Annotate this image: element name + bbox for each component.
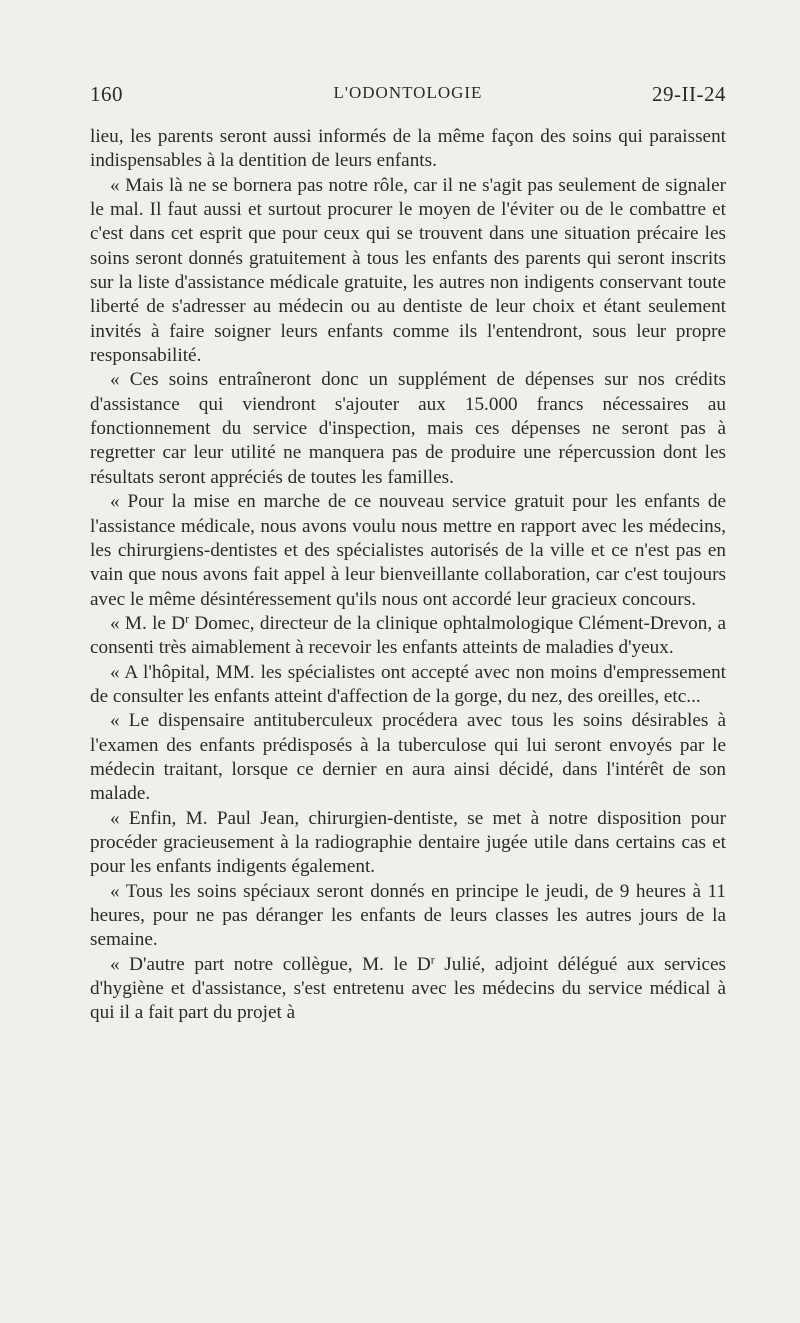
paragraph-1: lieu, les parents seront aussi informés de la même façon des soins qui paraissent indispensables à la dentition de leurs enfants.: [90, 126, 726, 172]
article-body: [90, 125, 726, 1026]
paragraph-8: « Enfin, M. Paul Jean, chirurgien-dentiste, se met à notre disposition pour procéder gracieusement à la radiographie dentaire jugée utile dans certains cas et pour les enfants indigents également.: [90, 807, 726, 878]
paragraph-5-end: Domec, directeur de la clinique ophtalmologique Clément-Drevon, a consenti très aimablement à recevoir les enfants atteints de maladies d'yeux.: [90, 612, 726, 659]
paragraph-5-start: « M. le D: [110, 612, 186, 634]
paragraph-4: « Pour la mise en marche de ce nouveau service gratuit pour les enfants de l'assistance médicale, nous avons voulu nous mettre en rapport avec les médecins, les chirurgiens-dentistes et des spécialistes autorisés de la ville et ce n'est pas en vain que nous avons fait appel à leur bienveillante collaboration, car c'est toujours avec le même désintéressement qu'ils nous ont accordé leur gracieux concours.: [90, 491, 726, 610]
issue-date: 29-II-24: [652, 82, 726, 106]
paragraph-10-superscript: r: [430, 952, 435, 967]
paragraph-6: « A l'hôpital, MM. les spécialistes ont accepté avec non moins d'empressement de consulter les enfants atteint d'affection de la gorge, du nez, des oreilles, etc...: [90, 661, 726, 707]
paragraph-10-start: « D'autre part notre collègue, M. le D: [110, 953, 431, 975]
paragraph-10: [90, 953, 726, 1026]
paragraph-5: [90, 612, 726, 661]
paragraph-10-end: Julié, adjoint délégué aux services d'hygiène et d'assistance, s'est entretenu avec les médecins du service médical à qui il a fait part du projet à: [90, 953, 726, 1024]
paragraph-5-superscript: r: [185, 611, 190, 626]
paragraph-2: « Mais là ne se bornera pas notre rôle, car il ne s'agit pas seulement de signaler le mal. Il faut aussi et surtout procurer le moyen de l'éviter ou de le combattre et c'est dans cet esprit que pour ceux qui se trouvent dans une situation précaire les soins seront donnés gratuitement à tous les enfants des parents qui seront inscrits sur la liste d'assistance médicale gratuite, les autres non indigents conservant toute liberté de s'adresser au médecin ou au dentiste de leur choix et étant seulement invités à faire soigner leurs enfants comme ils l'entendront, sous leur propre responsabilité.: [90, 174, 726, 367]
page-number: 160: [90, 82, 123, 106]
running-header: [90, 82, 726, 112]
journal-title: L'ODONTOLOGIE: [333, 83, 483, 102]
paragraph-3: « Ces soins entraîneront donc un supplément de dépenses sur nos crédits d'assistance qui viendront s'ajouter aux 15.000 francs nécessaires au fonctionnement du service d'inspection, mais ces dépenses ne seront pas à regretter car leur utilité ne manquera pas de produire une répercussion dont les résultats seront appréciés de toutes les familles.: [90, 369, 726, 488]
paragraph-7: « Le dispensaire antituberculeux procédera avec tous les soins désirables à l'examen des enfants prédisposés à la tuberculose qui lui seront envoyés par le médecin traitant, lorsque ce dernier en aura ainsi décidé, dans l'intérêt de son malade.: [90, 710, 726, 805]
paragraph-9: « Tous les soins spéciaux seront donnés en principe le jeudi, de 9 heures à 11 heures, pour ne pas déranger les enfants de leurs classes les autres jours de la semaine.: [90, 880, 726, 951]
